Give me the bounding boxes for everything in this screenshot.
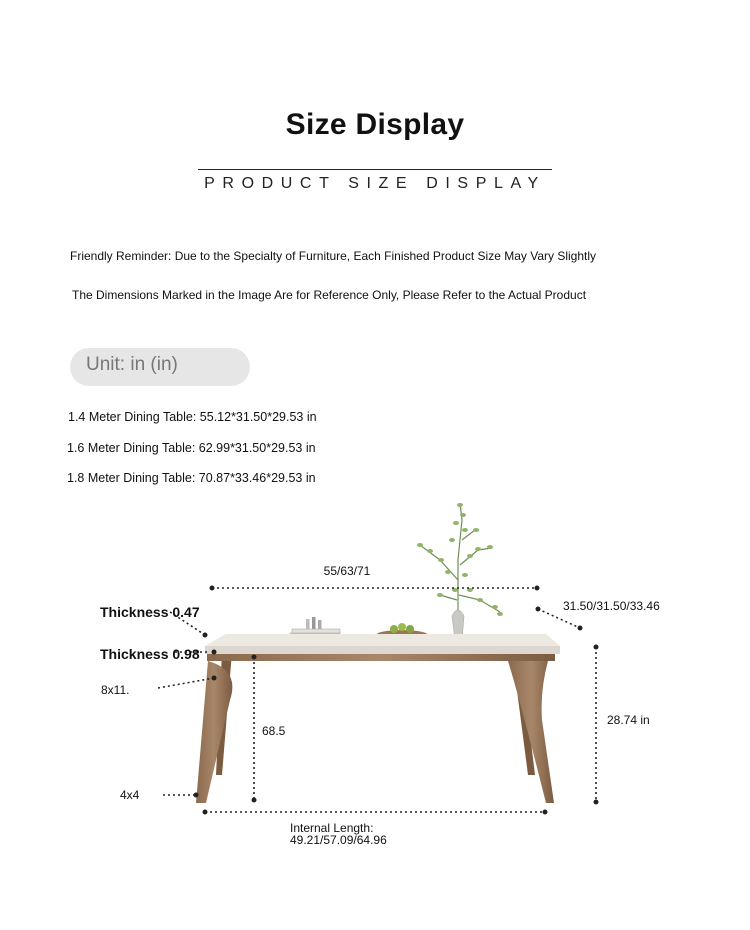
- page-title: Size Display: [285, 108, 465, 141]
- inner-height-label: 68.5: [262, 724, 286, 738]
- frame-thickness-label: Thickness 0.98: [100, 646, 200, 662]
- reminder-line-1: Friendly Reminder: Due to the Specialty of Furniture, Each Finished Product Size May Vary Slightly: [70, 249, 597, 263]
- spec-1-6m: 1.6 Meter Dining Table: 62.99*31.50*29.53 in: [67, 441, 316, 455]
- depth-label: 31.50/31.50/33.46: [563, 599, 660, 613]
- reminder-line-2: The Dimensions Marked in the Image Are for Reference Only, Please Refer to the Actual Product: [72, 288, 587, 302]
- table-height-label: 28.74 in: [607, 713, 650, 727]
- length-label: 55/63/71: [323, 564, 371, 578]
- dining-table: [196, 634, 560, 803]
- unit-label: Unit: in (in): [86, 354, 178, 375]
- top-thickness-label: Thickness 0.47: [100, 604, 200, 620]
- internal-length-title: Internal Length:: [290, 821, 374, 835]
- table-dimension-diagram: [0, 495, 750, 855]
- plant-vase: [417, 503, 503, 640]
- apron-size-label: 8x11.: [101, 683, 130, 697]
- leg-size-label: 4x4: [120, 788, 140, 802]
- spec-1-8m: 1.8 Meter Dining Table: 70.87*33.46*29.53 in: [67, 471, 316, 485]
- title-divider: [198, 169, 552, 170]
- page-subtitle: PRODUCT SIZE DISPLAY: [204, 175, 546, 192]
- spec-1-4m: 1.4 Meter Dining Table: 55.12*31.50*29.53 in: [68, 410, 317, 424]
- internal-length-value: 49.21/57.09/64.96: [290, 833, 387, 847]
